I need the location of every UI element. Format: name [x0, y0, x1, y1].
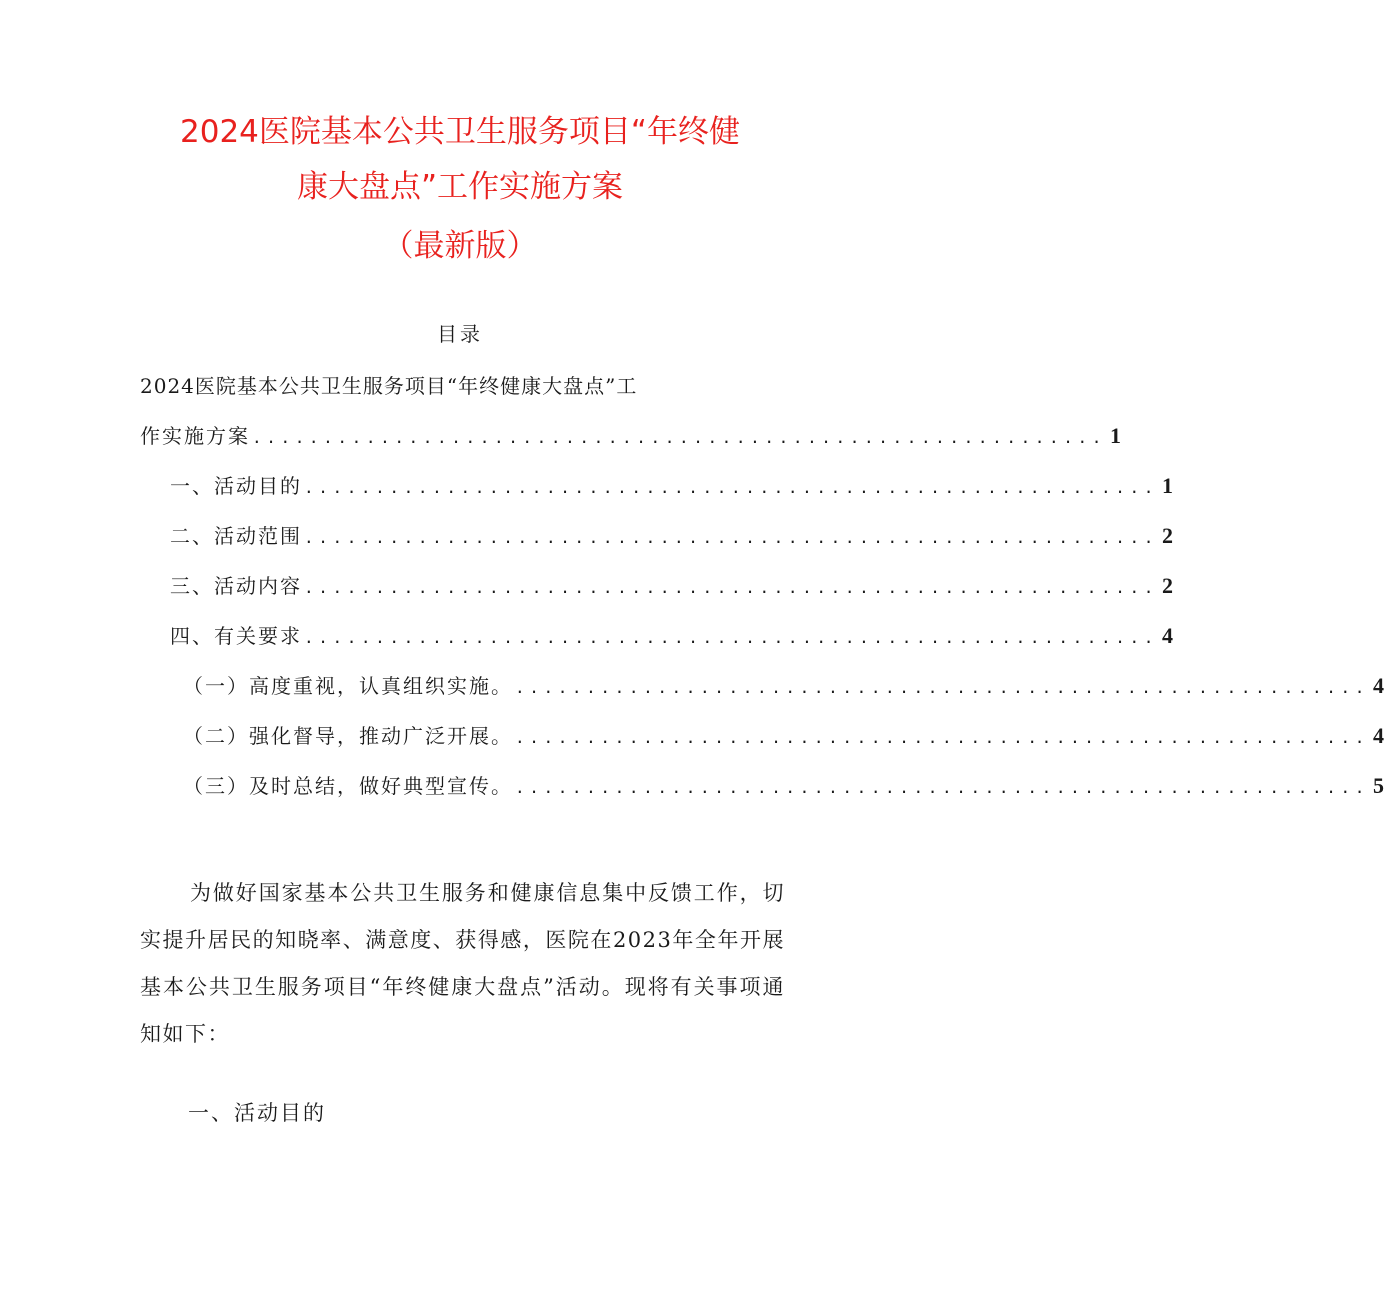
toc-entry-section-4[interactable] — [170, 620, 1173, 650]
toc-entry-label: 作实施方案 — [140, 424, 250, 448]
toc-leader-dots: ............................................................ — [515, 678, 1369, 697]
toc-entry-subsection-4-2[interactable] — [183, 720, 1384, 750]
toc-entry-section-1[interactable] — [170, 470, 1173, 500]
toc-page-number: 4 — [1161, 623, 1173, 648]
toc-entry-subsection-4-3[interactable] — [183, 770, 1384, 800]
toc-page-number: 4 — [1372, 723, 1384, 748]
toc-entry-label: 四、有关要求 — [170, 624, 302, 648]
document-title-line-2: 康大盘点”工作实施方案 — [296, 169, 624, 205]
toc-leader-dots: ............................................................ — [515, 778, 1369, 797]
toc-leader-dots: ............................................................ — [515, 728, 1369, 747]
toc-heading: 目录 — [437, 322, 483, 346]
section-heading-1: 一、活动目的 — [188, 1101, 326, 1125]
toc-leader-dots: ............................................................ — [304, 478, 1158, 497]
toc-page-number: 2 — [1161, 523, 1173, 548]
intro-paragraph: 为做好国家基本公共卫生服务和健康信息集中反馈工作，切实提升居民的知晓率、满意度、获得感，医院在2023年全年开展基本公共卫生服务项目“年终健康大盘点”活动。现将有关事项通知如下： — [140, 881, 785, 1046]
document-title-line-1: 2024医院基本公共卫生服务项目“年终健 — [180, 114, 740, 150]
toc-entry-main-title[interactable] — [140, 420, 1121, 450]
toc-entry-subsection-4-1[interactable] — [183, 670, 1384, 700]
toc-entry-label: （三）及时总结，做好典型宣传。 — [183, 774, 513, 798]
toc-entry-label: （一）高度重视，认真组织实施。 — [183, 674, 513, 698]
toc-leader-dots: ............................................................ — [304, 628, 1158, 647]
toc-page-number: 5 — [1372, 773, 1384, 798]
toc-page-number: 1 — [1109, 423, 1121, 448]
toc-leader-dots: ............................................................ — [252, 428, 1106, 447]
toc-entry-section-2[interactable] — [170, 520, 1173, 550]
toc-page-number: 2 — [1161, 573, 1173, 598]
toc-page-number: 1 — [1161, 473, 1173, 498]
toc-page-number: 4 — [1372, 673, 1384, 698]
toc-leader-dots: ............................................................ — [304, 578, 1158, 597]
document-title-line-3: （最新版） — [382, 228, 538, 264]
toc-entry-title-line[interactable]: 2024医院基本公共卫生服务项目“年终健康大盘点”工 — [140, 374, 638, 398]
toc-leader-dots: ............................................................ — [304, 528, 1158, 547]
toc-entry-label: 三、活动内容 — [170, 574, 302, 598]
toc-entry-label: （二）强化督导，推动广泛开展。 — [183, 724, 513, 748]
toc-entry-label: 二、活动范围 — [170, 524, 302, 548]
toc-entry-section-3[interactable] — [170, 570, 1173, 600]
toc-entry-label: 一、活动目的 — [170, 474, 302, 498]
